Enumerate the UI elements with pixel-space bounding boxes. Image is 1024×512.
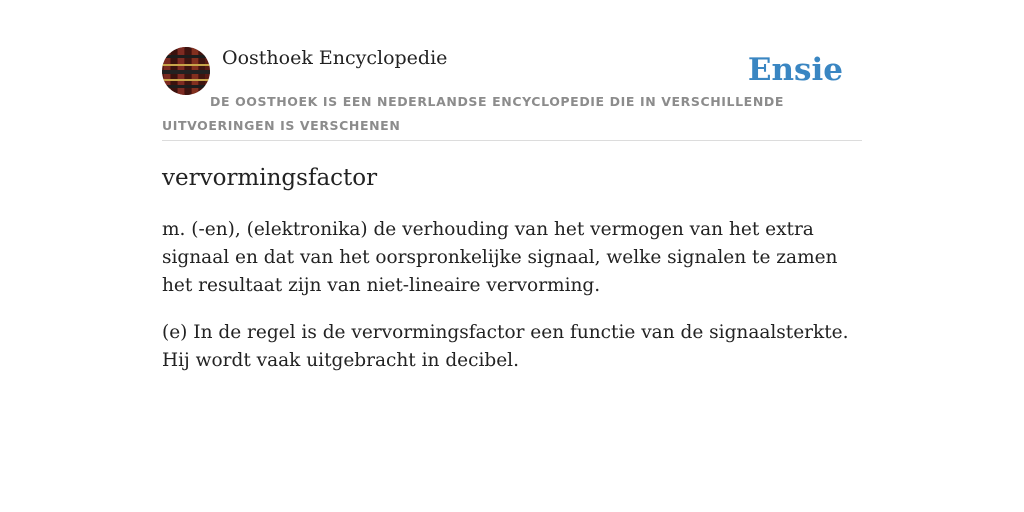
brand-logo[interactable]: Ensie <box>747 52 843 88</box>
source-header <box>162 46 862 141</box>
source-tagline: DE OOSTHOEK IS EEN NEDERLANDSE ENCYCLOPEDIE DIE IN VERSCHILLENDE UITVOERINGEN IS VERSCHENEN <box>162 94 784 133</box>
article-paragraph: (e) In de regel is de vervormingsfactor een functie van de signaalsterkte. Hij wordt vaak uitgebracht in decibel. <box>162 322 849 371</box>
source-name[interactable]: Oosthoek Encyclopedie <box>222 47 448 69</box>
book-spines-icon[interactable] <box>162 47 210 95</box>
article-title: vervormingsfactor <box>162 165 378 191</box>
article-paragraph: m. (-en), (elektronika) de verhouding van het vermogen van het extra signaal en dat van het oorspronkelijke signaal, welke signalen te zamen het resultaat zijn van niet-lineaire vervorming. <box>162 219 838 296</box>
